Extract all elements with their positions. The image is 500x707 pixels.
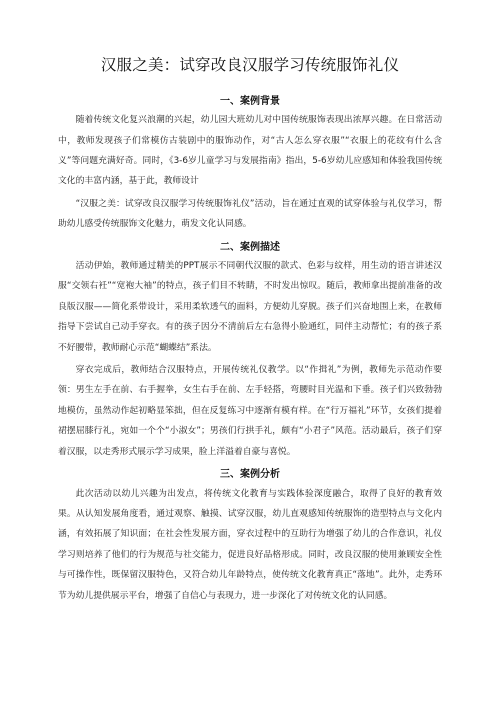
paragraph: 随着传统文化复兴浪潮的兴起，幼儿园大班幼儿对中国传统服饰表现出浓厚兴趣。在日常活动中，教师发现孩子们常模仿古装剧中的服饰动作，对“古人怎么穿衣服”“衣服上的花纹有什么含义”等问题充满好奇。同时，《3-6岁儿童学习与发展指南》指出，5-6岁幼儿应感知和体验我国传统文化的丰富内涵，基于此，教师设计 — [58, 115, 442, 187]
section-heading: 二、案例描述 — [220, 241, 280, 253]
document-title: 汉服之美：试穿改良汉服学习传统服饰礼仪 — [100, 56, 400, 74]
paragraph: 穿衣完成后，教师结合汉服特点，开展传统礼仪教学。以“作揖礼”为例，教师先示范动作要领：男生左手在前、右手握拳，女生右手在前、左手轻搭，弯腰时目光温和下垂。孩子们兴致勃勃地模仿，虽然动作起初略显笨拙，但在反复练习中逐渐有模有样。在“行万福礼”环节，女孩们提着裙摆屈膝行礼，宛如一个个“小淑女”；男孩们行拱手礼，颇有“小君子”风范。活动最后，孩子们穿着汉服，以走秀形式展示学习成果，脸上洋溢着自豪与喜悦。 — [58, 365, 442, 457]
paragraph: 活动伊始，教师通过精美的PPT展示不同朝代汉服的款式、色彩与纹样，用生动的语言讲述汉服“交领右衽”“宽袍大袖”的特点，孩子们目不转睛，不时发出惊叹。随后，教师拿出提前准备的改良版汉服——简化系带设计，采用柔软透气的面料，方便幼儿穿脱。孩子们兴奋地围上来，在教师指导下尝试自己动手穿衣。有的孩子因分不清前后左右急得小脸通红，同伴主动帮忙；有的孩子系不好腰带，教师耐心示范“蝴蝶结”系法。 — [58, 261, 442, 353]
section-description — [58, 241, 442, 463]
paragraph: 此次活动以幼儿兴趣为出发点，将传统文化教育与实践体验深度融合，取得了良好的教育效果。从认知发展角度看，通过观察、触摸、试穿汉服，幼儿直观感知传统服饰的造型特点与文化内涵，有效拓展了知识面；在社会性发展方面，穿衣过程中的互助行为增强了幼儿的合作意识，礼仪学习则培养了他们的行为规范与社交能力，促进良好品格形成。同时，改良汉服的使用兼顾安全性与可操作性，既保留汉服特色，又符合幼儿年龄特点，使传统文化教育真正“落地”。此外，走秀环节为幼儿提供展示平台，增强了自信心与表现力，进一步深化了对传统文化的认同感。 — [58, 488, 442, 601]
paragraph: “汉服之美：试穿改良汉服学习传统服饰礼仪”活动，旨在通过直观的试穿体验与礼仪学习，帮助幼儿感受传统服饰文化魅力，萌发文化认同感。 — [58, 198, 442, 230]
section-background — [58, 95, 442, 235]
section-heading: 一、案例背景 — [220, 95, 280, 107]
section-heading: 三、案例分析 — [220, 469, 280, 481]
section-analysis — [58, 468, 442, 606]
